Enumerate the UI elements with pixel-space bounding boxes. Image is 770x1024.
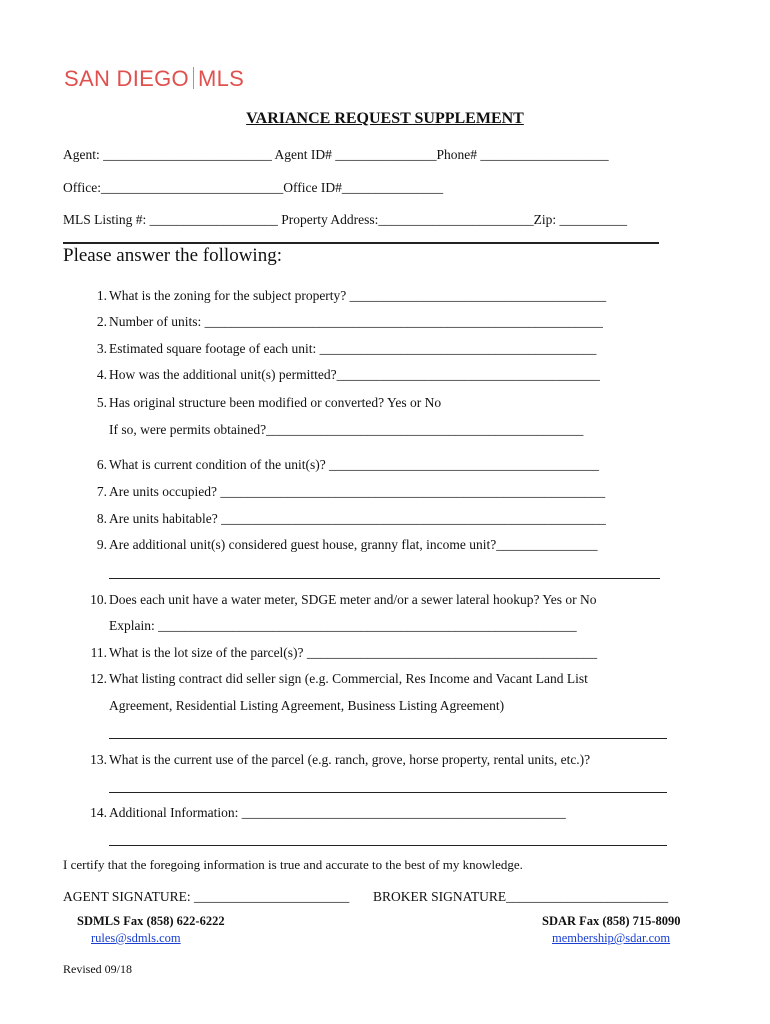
agent-signature-field[interactable]: AGENT SIGNATURE: _______________________ (63, 889, 350, 904)
sdmls-fax: SDMLS Fax (858) 622-6222 (77, 914, 225, 928)
question-7[interactable]: 7. Are units occupied? _________________________________________________________ (96, 484, 606, 499)
question-11[interactable]: 11. What is the lot size of the parcel(s)? ___________________________________________ (90, 645, 598, 660)
certification-statement: I certify that the foregoing information is true and accurate to the best of my knowledge. (63, 857, 523, 872)
question-10-explain[interactable]: Explain: ______________________________________________________________ (109, 618, 577, 633)
question-14[interactable]: 14. Additional Information: ________________________________________________ (90, 805, 566, 820)
question-5[interactable]: 5. Has original structure been modified or converted? Yes or No (96, 395, 442, 410)
question-13[interactable]: 13. What is the current use of the parcel (e.g. ranch, grove, horse property, rental units, etc.)? (90, 752, 591, 767)
question-2[interactable]: 2. Number of units: ___________________________________________________________ (96, 314, 603, 329)
section-heading: Please answer the following: (63, 245, 282, 266)
answer-line[interactable] (109, 845, 667, 846)
question-10[interactable]: 10. Does each unit have a water meter, SDGE meter and/or a sewer lateral hookup? Yes or No (90, 592, 597, 607)
listing-row[interactable]: MLS Listing #: ___________________ Property Address:_______________________Zip: __________ (63, 212, 628, 227)
question-12-continued: Agreement, Residential Listing Agreement, Business Listing Agreement) (109, 698, 505, 713)
question-9[interactable]: 9. Are additional unit(s) considered guest house, granny flat, income unit?_______________ (96, 537, 598, 552)
question-3[interactable]: 3. Estimated square footage of each unit: _________________________________________ (96, 341, 597, 356)
question-6[interactable]: 6. What is current condition of the unit(s)? ________________________________________ (96, 457, 600, 472)
divider-rule (63, 242, 659, 244)
logo-divider (193, 67, 194, 89)
san-diego-mls-logo (64, 66, 244, 94)
logo-right-text: MLS (197, 66, 245, 91)
question-5-followup[interactable]: If so, were permits obtained?_______________________________________________ (109, 422, 584, 437)
revision-date: Revised 09/18 (63, 962, 132, 976)
page-title: VARIANCE REQUEST SUPPLEMENT (246, 110, 524, 127)
question-1[interactable]: 1. What is the zoning for the subject property? ______________________________________ (96, 288, 607, 303)
sdar-fax: SDAR Fax (858) 715-8090 (542, 914, 681, 928)
question-4[interactable]: 4. How was the additional unit(s) permitted?_______________________________________ (96, 367, 600, 382)
answer-line[interactable] (109, 792, 667, 793)
office-row[interactable]: Office:___________________________Office ID#_______________ (63, 180, 444, 195)
broker-signature-field[interactable]: BROKER SIGNATURE________________________ (373, 889, 669, 904)
question-8[interactable]: 8. Are units habitable? _________________________________________________________ (96, 511, 606, 526)
answer-line[interactable] (109, 738, 667, 739)
logo-left-text: SAN DIEGO (64, 66, 189, 91)
sdmls-email-link[interactable]: rules@sdmls.com (91, 931, 181, 945)
agent-row[interactable]: Agent: _________________________ Agent ID# _______________Phone# ___________________ (63, 147, 609, 162)
answer-line[interactable] (109, 578, 660, 579)
question-12[interactable]: 12. What listing contract did seller sign (e.g. Commercial, Res Income and Vacant Land List (90, 671, 588, 686)
sdar-email-link[interactable]: membership@sdar.com (552, 931, 671, 945)
